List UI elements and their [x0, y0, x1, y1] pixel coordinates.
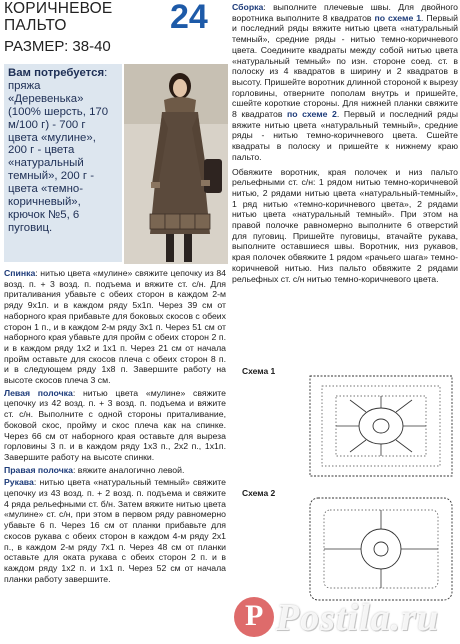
- watermark: Postila.ru: [276, 597, 440, 639]
- assembly-paragraph: [232, 2, 458, 163]
- section-heading: Спинка: [4, 268, 36, 278]
- section-text: : выполните плечевые швы. Для двойного воротника выполните 8 квадратов: [232, 2, 458, 23]
- section-heading: Левая полочка: [4, 387, 73, 398]
- pin-logo-icon: P: [234, 597, 274, 637]
- section-back: [4, 268, 226, 386]
- scheme-1-label: Схема 1: [242, 366, 276, 376]
- section-heading: по схеме 2: [287, 109, 337, 120]
- scheme-2-diagram: [306, 494, 456, 604]
- scheme-2-label: Схема 2: [242, 488, 276, 498]
- scheme-1-diagram: [306, 372, 456, 480]
- materials-box: [4, 64, 122, 262]
- right-instructions: [232, 2, 458, 286]
- materials-heading: Вам потребуется: [8, 67, 105, 79]
- section-text: : нитью цвета «мулине» свяжите цепочку из 84 возд. п. + 3 возд. п. подъема и вяжите ст. с/н. Для приталивания убавьте с обеих сторон в каждом 2-м ряду 9х1п. и в каждом ряду 5х1п. Через 39 см от наборного края прибавьте для боковых скосов с обеих сторон 1 п., и в каждом 2-м ряду 3х1 п. Через 51 см от наборного края убавьте для пройм с обеих сторон 2 п. и в каждом ряду 1х2 и 1х1 п. Через 21 см от начала пройм оставьте для скосов плеча с обеих сторон 8 п. и в следующем ряду 1х8 п. Завершите работу на высоте скосов плеча 3 см.: [4, 268, 226, 386]
- title-line-1: КОРИЧНЕВОЕ: [4, 0, 113, 17]
- section-text: : вяжите аналогично левой.: [72, 464, 185, 475]
- page-title: [4, 0, 112, 34]
- section-text: : нитью цвета «натуральный темный» свяжите цепочку из 43 возд. п. + 2 возд. п. подъема и свяжите 4 ряда рельефными ст. б/н. Затем вяжите нитью цвета «мулине» ст. с/н, при этом в первом ряду равномерно убавьте 6 п. Через 16 см от планки прибавьте для скосов рукава с обеих сторон в каждом 4-м ряду 2х1 п., в каждом 2-м ряду 7х1 п. Через 48 см от планки оставьте для оката рукава с обеих сторон 2 п. и в каждом ряду 1х2 п. и 1х1 п. Через 52 см от начала планки работу завершите.: [4, 477, 226, 584]
- coat-illustration: [124, 64, 228, 264]
- section-text: . Первый и последний ряды вяжите нитью цвета «натуральный темный», средние ряды - нитью темно-коричневого цвета. Соедините квадраты между собой нитью цвета «натуральный темный» по изн. стороне соед. ст. в полоску из 4 квадратов в ширину и 2 квадратов в высоту. Пришейте воротник длинной стороной к вырезу горловины, отверните пополам внутрь и пришейте, сшейте короткие стороны. Для нижней планки свяжите 8 квадратов: [232, 12, 458, 120]
- section-right-front: [4, 465, 226, 476]
- section-text: : нитью цвета «мулине» свяжите цепочку из 42 возд. п. + 3 возд. п. подъема и вяжите ст. с/н. Выполните с одной стороны приталивание, боковой скос, пройму и скос плеча как на спинке. Через 66 см от наборного края оставьте для выреза горловины 3 п. и в каждом ряду 1х3 п., 2х2 п., 1х1п. Завершите работу на высоте спинки.: [4, 387, 226, 462]
- section-heading: Правая полочка: [4, 464, 73, 475]
- size-label: РАЗМЕР: 38-40: [4, 38, 111, 55]
- left-instructions: [4, 268, 226, 586]
- section-heading: Рукава: [4, 477, 34, 488]
- title-line-2: ПАЛЬТО: [4, 17, 67, 34]
- section-heading: Сборка: [232, 2, 264, 12]
- section-text: Обвяжите воротник, края полочек и низ пальто рельефными ст. с/н: 1 рядом нитью темно-коричневой нитью, 2 рядами нитью цвета «натуральный-темный», 1 ряд нитью «темно-коричневого цвета», 2 рядами нитью цвета «натуральный темный». При этом на правой полочке равномерно выполните 6 отверстий для пуговиц. Пришейте пуговицы, втачайте рукава, выполните оставшиеся швы. Воротник, низ рукавов, края полочек обвяжите 1 рядом «рачьего шага» темно-коричневой нитью. Низ пальто обвяжите 2 рядами рельефных ст. с/н нитью темно-коричневого цвета.: [232, 166, 458, 284]
- coat-photo: [124, 64, 228, 264]
- materials-text: : пряжа «Деревенька» (100% шерсть, 170 м/100 г) - 700 г цвета «мулине», 200 г - цвета «натуральный темный», 200 г - цвета «темно-коричневый», крючок №5, 6 пуговиц.: [8, 67, 109, 234]
- section-left-front: [4, 388, 226, 463]
- section-text: . Первый и последний ряды вяжите нитью цвета «натуральный темный», средние ряды - нитью темно-коричневого цвета. Сшейте квадраты в полоску и пришейте к нижнему краю пальто.: [232, 109, 458, 162]
- section-sleeves: [4, 477, 226, 584]
- section-heading: по схеме 1: [374, 12, 422, 23]
- finishing-paragraph: [232, 167, 458, 285]
- page-number: 24: [170, 0, 208, 36]
